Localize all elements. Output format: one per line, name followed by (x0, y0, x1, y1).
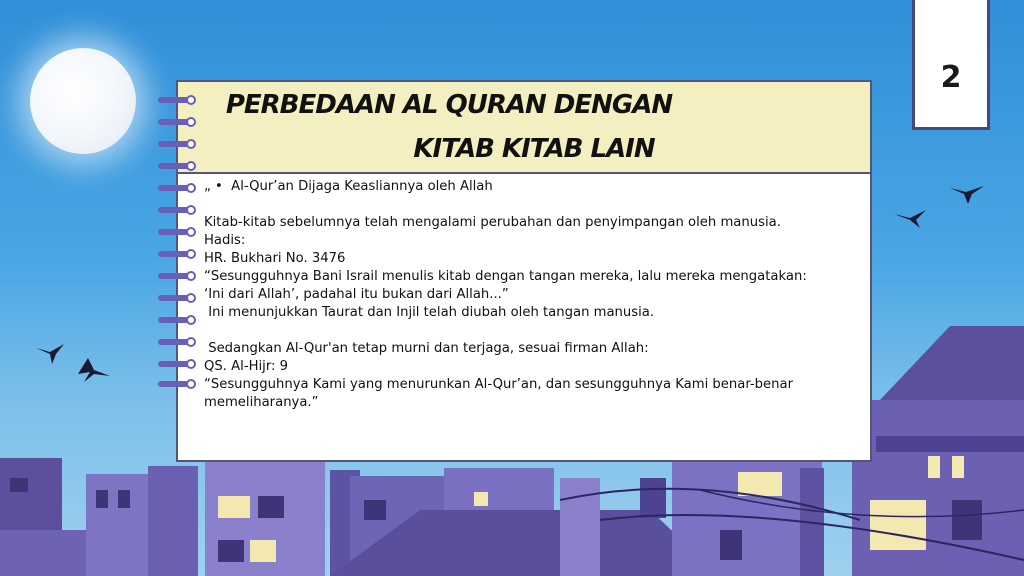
body-line: Hadis: (204, 233, 246, 248)
body-line: „ • Al-Qur’an Dijaga Keasliannya oleh Allah (204, 179, 493, 194)
spiral-ring (158, 336, 196, 348)
body-line: QS. Al-Hijr: 9 (204, 359, 289, 374)
page-number-card (912, 0, 990, 130)
body-line: Ini menunjukkan Taurat dan Injil telah diubah oleh tangan manusia. (204, 305, 655, 320)
slide-title-line-1: PERBEDAAN AL QURAN DENGAN (225, 90, 673, 120)
notebook-header (178, 82, 870, 174)
spiral-ring (158, 116, 196, 128)
body-line: “Sesungguhnya Kami yang menurunkan Al-Qur’an, dan sesungguhnya Kami benar-benar (204, 377, 794, 392)
bird-icon (892, 208, 932, 230)
spiral-ring (158, 204, 196, 216)
spiral-ring (158, 182, 196, 194)
bird-icon (34, 340, 70, 368)
body-line (204, 196, 854, 214)
body-line: “Sesungguhnya Bani Israil menulis kitab dengan tangan mereka, lalu mereka mengatakan: (204, 269, 807, 284)
spiral-ring (158, 138, 196, 150)
body-line: ‘Ini dari Allah’, padahal itu bukan dari Allah...” (204, 287, 509, 302)
spiral-ring (158, 226, 196, 238)
notebook-card (176, 80, 872, 462)
spiral-ring (158, 160, 196, 172)
slide-body (204, 178, 854, 412)
spiral-ring (158, 378, 196, 390)
spiral-ring (158, 94, 196, 106)
slide-title-line-2: KITAB KITAB LAIN (413, 134, 655, 164)
page-number: 2 (940, 60, 962, 95)
spiral-ring (158, 248, 196, 260)
spiral-ring (158, 292, 196, 304)
body-line (204, 322, 854, 340)
spiral-ring (158, 270, 196, 282)
body-line: Sedangkan Al-Qur'an tetap murni dan terjaga, sesuai firman Allah: (204, 341, 649, 356)
body-line: memeliharanya.” (204, 395, 319, 410)
body-line: Kitab-kitab sebelumnya telah mengalami perubahan dan penyimpangan oleh manusia. (204, 215, 781, 230)
spiral-ring (158, 314, 196, 326)
spiral-ring (158, 358, 196, 370)
body-line: HR. Bukhari No. 3476 (204, 251, 346, 266)
bird-icon (948, 182, 988, 206)
bird-icon (74, 356, 112, 386)
